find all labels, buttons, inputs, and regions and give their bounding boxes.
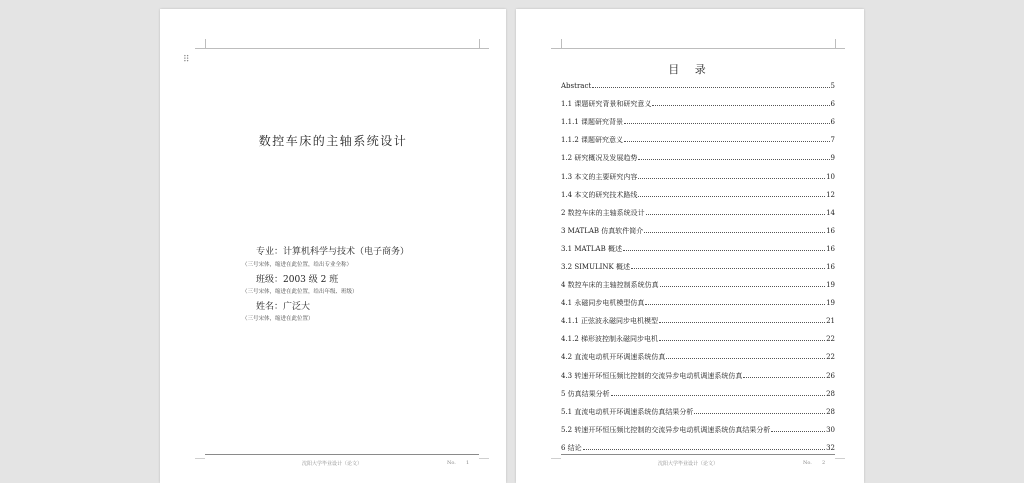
toc-leader-dots [623, 250, 825, 251]
toc-leader-dots [644, 232, 825, 233]
toc-leader-dots [631, 268, 825, 269]
toc-entry[interactable] [561, 258, 835, 276]
toc-entry-page: 16 [826, 262, 835, 271]
toc-entry-page: 28 [826, 389, 835, 398]
toc-entry-page: 6 [830, 118, 835, 127]
toc-entry-label: 1.1.1 课题研究背景 [561, 118, 624, 127]
name-hint: （三号宋体，缩进在此位置） [242, 316, 314, 322]
footer-line [561, 454, 835, 455]
toc-entry-label: 4.2 直流电动机开环调速系统仿真 [561, 353, 666, 362]
header-corner-mark [479, 39, 480, 48]
class-hint: （三号宋体，缩进在此位置，给出年级、班级） [242, 289, 358, 295]
footer-corner-mark [835, 458, 845, 459]
toc-entry-page: 26 [826, 371, 835, 380]
toc-entry-label: 3.1 MATLAB 概述 [561, 244, 622, 253]
toc-entry-page: 28 [826, 407, 835, 416]
toc-entry-page: 16 [826, 226, 835, 235]
footer-page-number: 2 [822, 460, 826, 466]
header-corner-mark [479, 48, 489, 49]
toc-entry[interactable] [561, 240, 835, 258]
toc-entry-label: 1.4 本文的研究技术路线 [561, 190, 638, 199]
toc-entry-label: 5.2 转速开环恒压频比控制的交流异步电动机调速系统仿真结果分析 [561, 425, 771, 434]
header-line [205, 48, 479, 49]
toc-leader-dots [743, 377, 825, 378]
toc-leader-dots [583, 449, 825, 450]
toc-entry-page: 12 [826, 190, 835, 199]
toc-entry[interactable] [561, 403, 835, 421]
class-line: 班级：2003 级 2 班 [256, 275, 339, 285]
toc-entry-label: Abstract [561, 82, 592, 91]
toc-entry[interactable] [561, 113, 835, 131]
toc-leader-dots [592, 87, 829, 88]
toc-entry-label: 2 数控车床的主轴系统设计 [561, 208, 645, 217]
toc-entry-label: 4.1 永磁同步电机模型仿真 [561, 299, 645, 308]
toc-entry[interactable] [561, 204, 835, 222]
footer-page-label: No. [803, 460, 812, 466]
toc-entry-label: 6 结论 [561, 443, 582, 452]
footer-corner-mark [551, 458, 561, 459]
toc-entry-page: 22 [826, 335, 835, 344]
toc-entry-page: 21 [826, 317, 835, 326]
toc-entry-label: 4 数控车床的主轴控制系统仿真 [561, 281, 659, 290]
toc-entry[interactable] [561, 131, 835, 149]
toc-leader-dots [659, 322, 825, 323]
toc-entry-label: 4.1.2 梯形波控制永磁同步电机 [561, 335, 659, 344]
toc-entry-label: 5 仿真结果分析 [561, 389, 610, 398]
toc-entry[interactable] [561, 421, 835, 439]
toc-entry-page: 5 [830, 82, 835, 91]
major-hint: （三号宋体，缩进在此位置，给出专业全称） [242, 262, 353, 268]
toc-entry-page: 30 [826, 425, 835, 434]
footer-line [205, 454, 479, 455]
toc-leader-dots [624, 123, 829, 124]
toc-entry-page: 6 [830, 100, 835, 109]
toc-entry[interactable] [561, 294, 835, 312]
toc-entry-label: 5.1 直流电动机开环调速系统仿真结果分析 [561, 407, 694, 416]
toc-entry-label: 4.1.1 正弦波永磁同步电机模型 [561, 317, 659, 326]
toc-entry[interactable] [561, 167, 835, 185]
toc-leader-dots [638, 178, 825, 179]
toc-entry[interactable] [561, 77, 835, 95]
toc-entry[interactable] [561, 330, 835, 348]
toc-entry-page: 22 [826, 353, 835, 362]
toc-entry-page: 10 [826, 172, 835, 181]
toc-entry[interactable] [561, 186, 835, 204]
drag-handle-icon[interactable]: ⠿ [183, 55, 189, 65]
footer-page-number: 1 [466, 460, 470, 466]
toc-entry[interactable] [561, 348, 835, 366]
toc-entry[interactable] [561, 385, 835, 403]
name-line: 姓名：广泛大 [256, 302, 311, 312]
toc-leader-dots [645, 304, 825, 305]
header-corner-mark [835, 39, 836, 48]
toc-entry[interactable] [561, 222, 835, 240]
toc-entry-label: 1.1 课题研究背景和研究意义 [561, 100, 652, 109]
toc-entry-page: 9 [830, 154, 835, 163]
toc-leader-dots [652, 105, 829, 106]
footer-text: 沈阳大学毕业设计（论文） [658, 461, 719, 467]
toc-leader-dots [771, 431, 825, 432]
toc-entry[interactable] [561, 367, 835, 385]
toc-list [561, 77, 835, 457]
toc-entry-page: 16 [826, 244, 835, 253]
toc-entry-label: 4.3 转速开环恒压频比控制的交流异步电动机调速系统仿真 [561, 371, 743, 380]
header-corner-mark [205, 39, 206, 48]
toc-entry[interactable] [561, 276, 835, 294]
footer-corner-mark [479, 458, 489, 459]
toc-entry-page: 19 [826, 281, 835, 290]
toc-entry[interactable] [561, 95, 835, 113]
toc-entry-label: 1.2 研究概况及发展趋势 [561, 154, 638, 163]
toc-leader-dots [659, 340, 825, 341]
toc-entry-label: 3 MATLAB 仿真软件简介 [561, 226, 644, 235]
footer-text: 沈阳大学毕业设计（论文） [302, 461, 363, 467]
toc-entry-label: 3.2 SIMULINK 概述 [561, 262, 630, 271]
toc-entry-label: 1.1.2 课题研究意义 [561, 136, 624, 145]
header-line [561, 48, 835, 49]
toc-entry-page: 14 [826, 208, 835, 217]
major-line: 专业：计算机科学与技术（电子商务） [256, 247, 410, 257]
header-corner-mark [195, 48, 205, 49]
toc-leader-dots [638, 196, 825, 197]
toc-leader-dots [611, 395, 825, 396]
toc-entry[interactable] [561, 149, 835, 167]
toc-leader-dots [694, 413, 825, 414]
toc-page [516, 9, 864, 483]
toc-entry-page: 7 [830, 136, 835, 145]
toc-entry[interactable] [561, 312, 835, 330]
toc-heading: 目 录 [668, 63, 712, 76]
toc-leader-dots [624, 141, 829, 142]
toc-leader-dots [646, 214, 825, 215]
toc-entry-label: 1.3 本文的主要研究内容 [561, 172, 638, 181]
cover-page [160, 9, 506, 483]
header-corner-mark [551, 48, 561, 49]
toc-leader-dots [666, 358, 825, 359]
footer-page-label: No. [447, 460, 456, 466]
header-corner-mark [835, 48, 845, 49]
header-corner-mark [561, 39, 562, 48]
footer-corner-mark [195, 458, 205, 459]
toc-entry-page: 19 [826, 299, 835, 308]
toc-leader-dots [660, 286, 825, 287]
thesis-title: 数控车床的主轴系统设计 [258, 134, 408, 148]
toc-leader-dots [638, 159, 829, 160]
toc-entry-page: 32 [826, 443, 835, 452]
